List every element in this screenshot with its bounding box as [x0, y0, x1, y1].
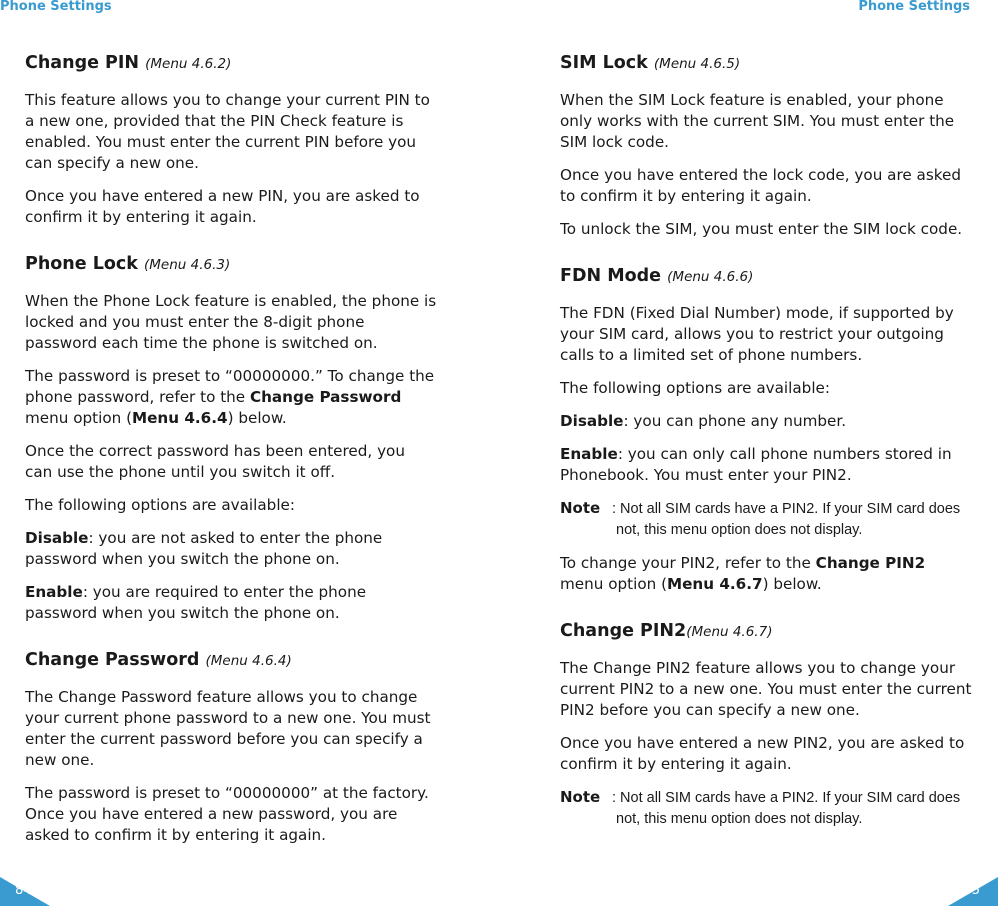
section-sim-lock — [560, 52, 972, 240]
note — [560, 498, 972, 541]
option-label: Disable — [25, 529, 89, 547]
heading-title: Change Password — [25, 650, 200, 670]
note-text: : Not all SIM cards have a PIN2. If your SIM card does not, this menu option does not display. — [612, 501, 961, 538]
paragraph: Once you have entered a new PIN2, you are asked to confirm it by entering it again. — [560, 734, 965, 773]
left-page-column — [25, 52, 437, 871]
note — [560, 787, 972, 830]
section-change-pin2 — [560, 620, 972, 830]
option-text: : you are not asked to enter the phone password when you switch the phone on. — [25, 529, 383, 568]
paragraph: Once the correct password has been entered, you can use the phone until you switch it off. — [25, 442, 405, 481]
option-text: : you can phone any number. — [623, 412, 847, 430]
section-heading — [560, 620, 972, 643]
text-run: menu option ( — [560, 575, 667, 593]
running-header-left: Phone Settings — [0, 0, 112, 14]
option-item — [25, 528, 437, 570]
menu-reference: (Menu 4.6.5) — [653, 56, 741, 72]
paragraph: The following options are available: — [25, 496, 296, 514]
note-label: Note — [560, 499, 601, 517]
page-number-left: 84 — [15, 883, 32, 898]
paragraph: Once you have entered a new PIN, you are asked to confirm it by entering it again. — [25, 187, 420, 226]
section-heading — [25, 52, 437, 75]
option-label: Enable — [560, 445, 618, 463]
bold-term: Menu 4.6.4 — [132, 409, 228, 427]
text-run: ) below. — [227, 409, 287, 427]
section-change-password — [25, 649, 437, 846]
section-change-pin — [25, 52, 437, 228]
option-item — [25, 582, 437, 624]
option-text: : you are required to enter the phone password when you switch the phone on. — [25, 583, 367, 622]
page-number-right: 85 — [963, 883, 980, 898]
heading-title: Change PIN2 — [560, 621, 687, 641]
bold-term: Change PIN2 — [815, 554, 926, 572]
paragraph: The Change Password feature allows you to change your current phone password to a new one. You must enter the current password before you can specify a new one. — [25, 688, 431, 769]
bold-term: Change Password — [249, 388, 402, 406]
right-page-column — [560, 52, 972, 855]
paragraph: This feature allows you to change your current PIN to a new one, provided that the PIN Check feature is enabled. You must enter the current PIN before you can specify a new one. — [25, 91, 430, 172]
section-fdn-mode — [560, 265, 972, 595]
text-run: The password is preset to “00000000.” To change the phone password, refer to the — [25, 367, 435, 406]
option-label: Enable — [25, 583, 83, 601]
paragraph: To unlock the SIM, you must enter the SIM lock code. — [560, 220, 963, 238]
section-heading — [560, 52, 972, 75]
section-phone-lock — [25, 253, 437, 624]
option-item — [560, 444, 972, 486]
paragraph: The following options are available: — [560, 379, 831, 397]
section-heading — [560, 265, 972, 288]
section-heading — [25, 253, 437, 276]
section-heading — [25, 649, 437, 672]
option-text: : you can only call phone numbers stored in Phonebook. You must enter your PIN2. — [560, 445, 952, 484]
heading-title: SIM Lock — [560, 53, 648, 73]
menu-reference: (Menu 4.6.2) — [145, 56, 232, 72]
paragraph — [560, 553, 972, 595]
paragraph: When the SIM Lock feature is enabled, your phone only works with the current SIM. You must enter the SIM lock code. — [560, 91, 955, 151]
heading-title: Change PIN — [25, 53, 140, 73]
menu-reference: (Menu 4.6.4) — [205, 653, 292, 669]
menu-reference: (Menu 4.6.3) — [144, 257, 231, 273]
text-run: To change your PIN2, refer to the — [560, 554, 816, 572]
paragraph: Once you have entered the lock code, you are asked to confirm it by entering it again. — [560, 166, 962, 205]
bold-term: Menu 4.6.7 — [667, 575, 763, 593]
paragraph: The password is preset to “00000000” at the factory. Once you have entered a new password, you are asked to confirm it by entering it again. — [25, 784, 429, 844]
text-run: ) below. — [762, 575, 822, 593]
heading-title: Phone Lock — [25, 254, 138, 274]
note-text: : Not all SIM cards have a PIN2. If your SIM card does not, this menu option does not display. — [612, 790, 961, 827]
option-item — [560, 411, 972, 432]
paragraph: The Change PIN2 feature allows you to change your current PIN2 to a new one. You must enter the current PIN2 before you can specify a new one. — [560, 659, 972, 719]
option-label: Disable — [560, 412, 624, 430]
text-run: menu option ( — [25, 409, 132, 427]
paragraph: When the Phone Lock feature is enabled, the phone is locked and you must enter the 8-digit phone password each time the phone is switched on. — [25, 292, 437, 352]
note-label: Note — [560, 788, 601, 806]
heading-title: FDN Mode — [560, 266, 662, 286]
paragraph: The FDN (Fixed Dial Number) mode, if supported by your SIM card, allows you to restrict your outgoing calls to a limited set of phone numbers. — [560, 304, 954, 364]
paragraph — [25, 366, 437, 429]
menu-reference: (Menu 4.6.7) — [686, 624, 773, 640]
running-header-right: Phone Settings — [858, 0, 970, 14]
menu-reference: (Menu 4.6.6) — [667, 269, 754, 285]
